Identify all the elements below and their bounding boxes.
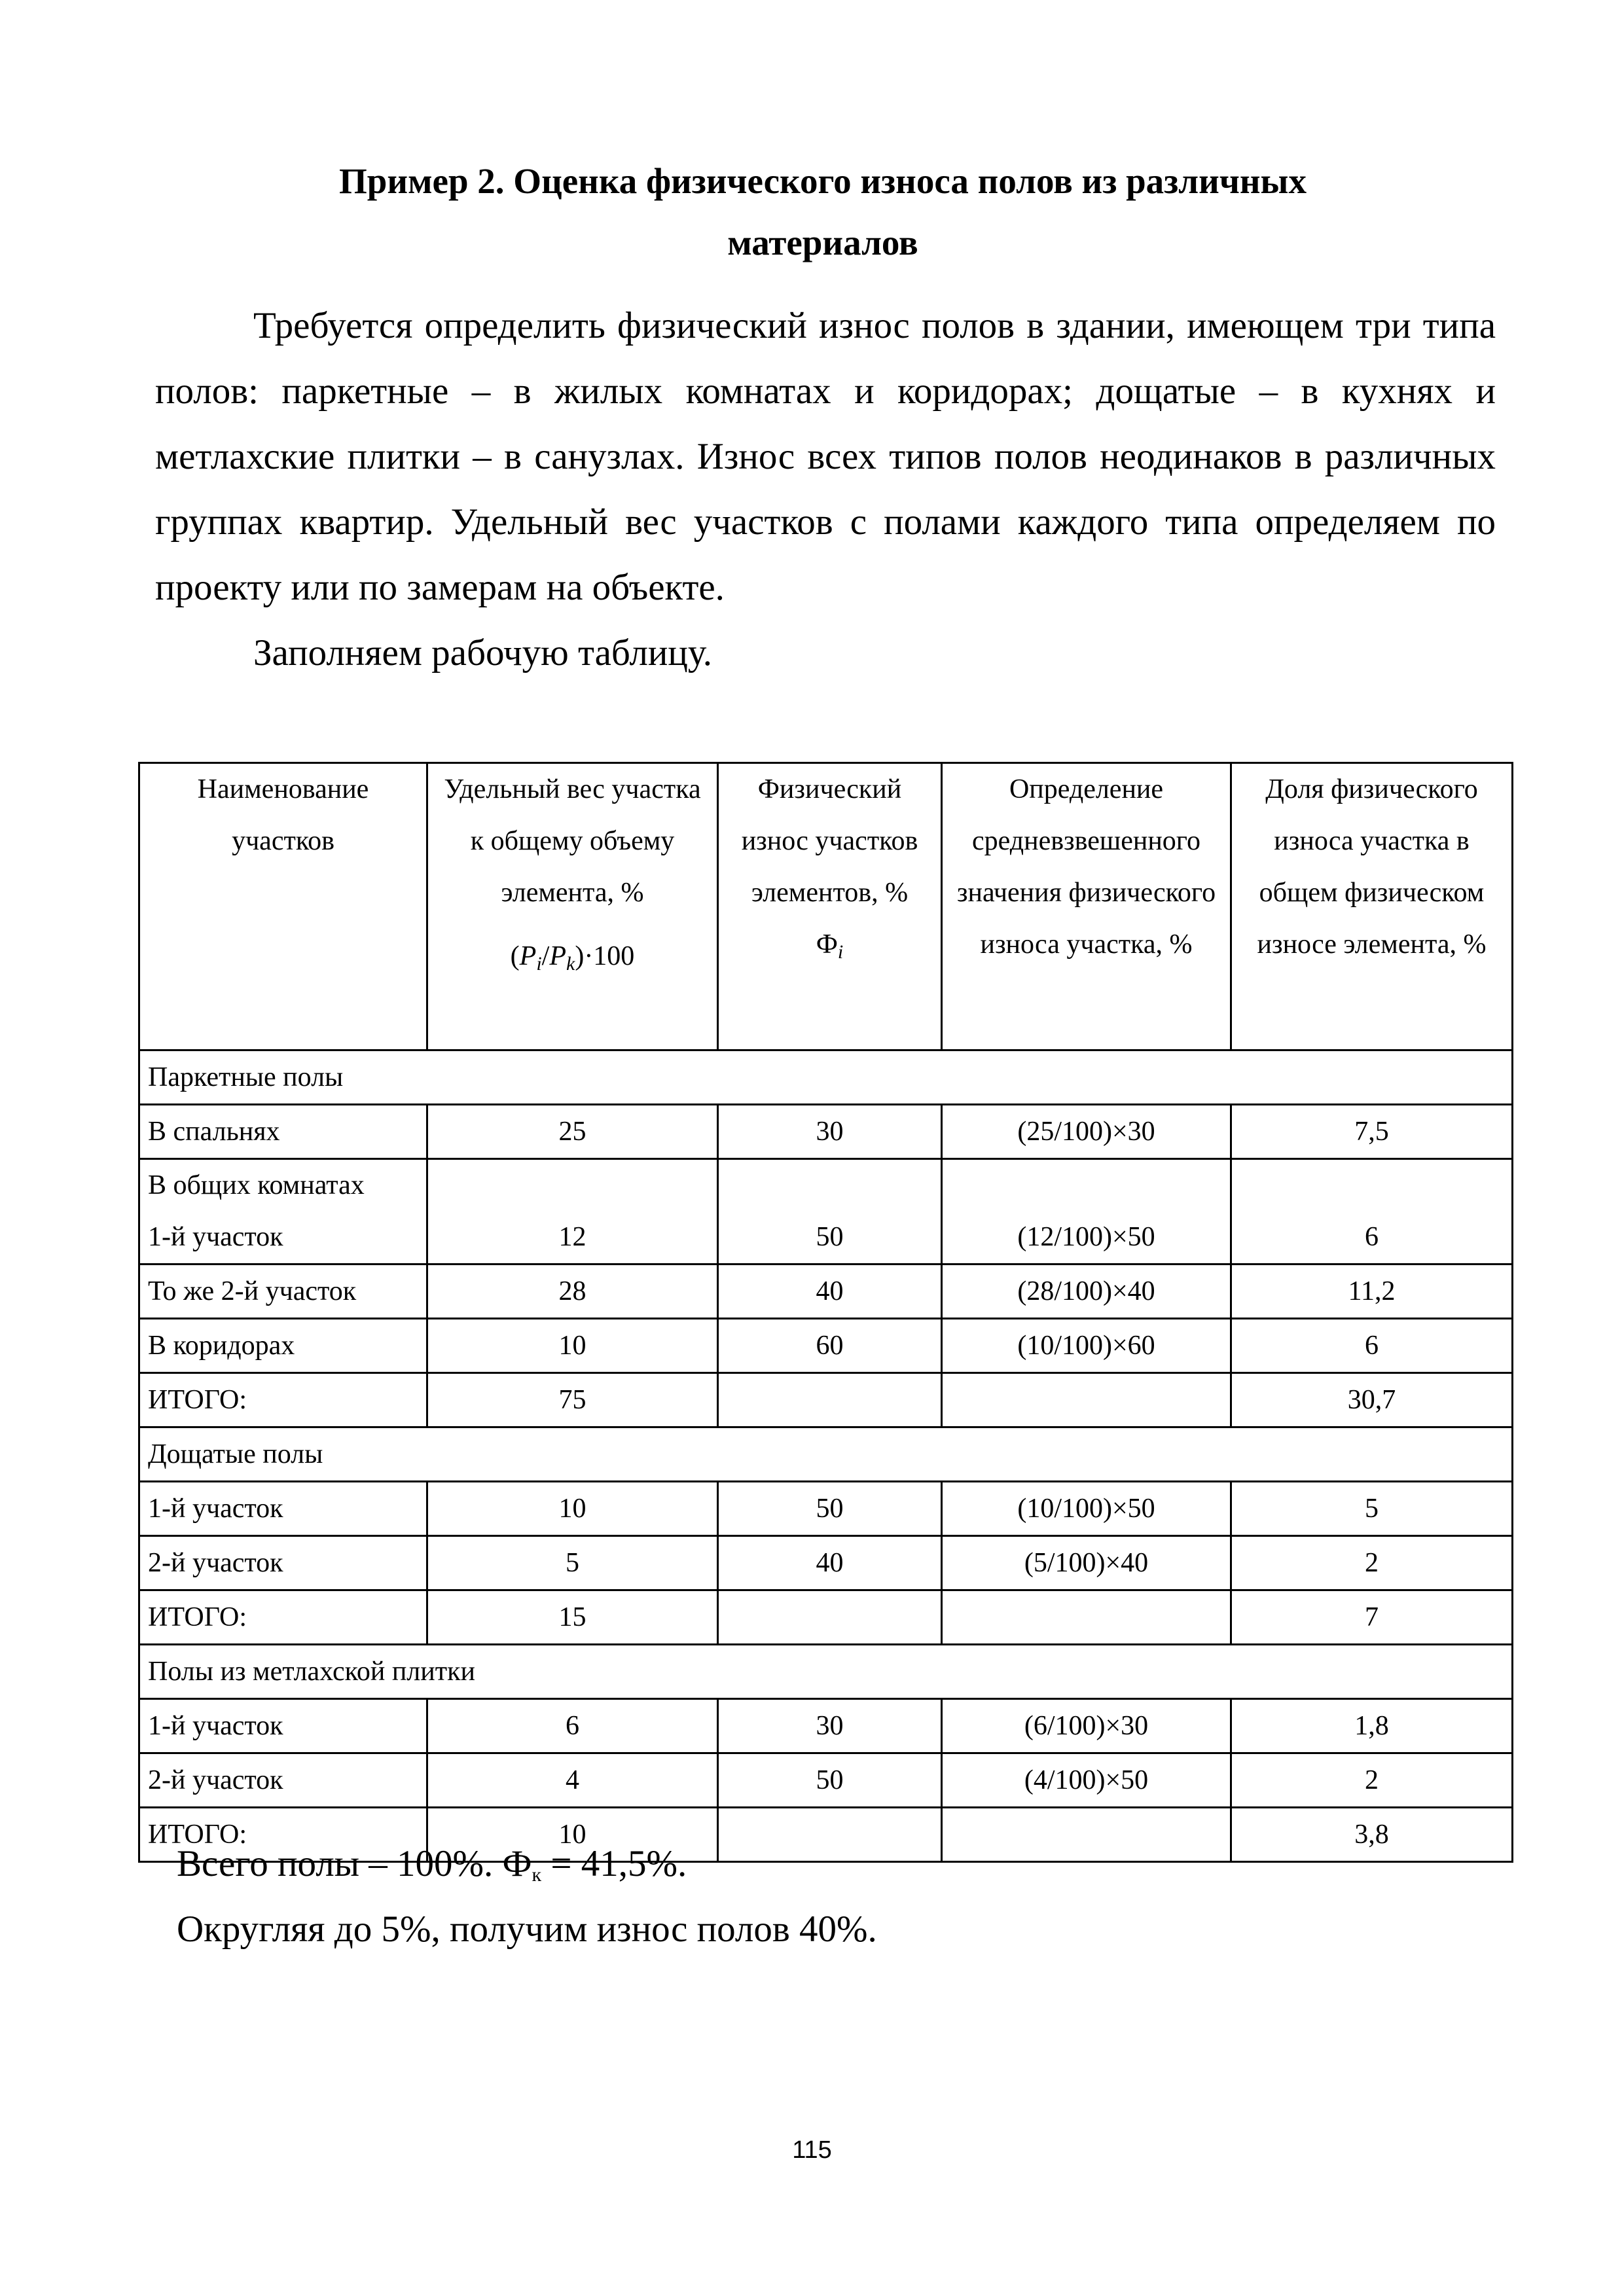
summary-text-a: Всего полы – 100%. Ф: [177, 1843, 532, 1884]
intro-line-6: Заполняем рабочую таблицу.: [253, 632, 712, 673]
cell-wear: 60: [718, 1319, 942, 1373]
cell-calc: (28/100)×40: [942, 1265, 1231, 1319]
cell-label: В спальнях: [139, 1105, 427, 1159]
cell-weight: 10: [427, 1482, 718, 1536]
total-share: 7: [1231, 1590, 1513, 1645]
intro-line-2: полов: паркетные – в жилых комнатах и коридорах; дощатые – в кухнях и: [155, 370, 1496, 412]
cell-weight: [427, 1159, 718, 1265]
cell-wear: 30: [718, 1699, 942, 1753]
cell-weight: 25: [427, 1105, 718, 1159]
header-share: [1231, 763, 1513, 1050]
cell-weight-value: 12: [558, 1222, 586, 1252]
cell-calc: (6/100)×30: [942, 1699, 1231, 1753]
table-row: [139, 1699, 1513, 1753]
cell-label: 1-й участок: [139, 1699, 427, 1753]
cell-share: [1231, 1159, 1513, 1265]
total-weight: 10: [427, 1808, 718, 1862]
cell-label: [139, 1159, 427, 1265]
cell-wear: 50: [718, 1482, 942, 1536]
page-number: 115: [792, 2136, 832, 2164]
header-weight-formula: [436, 931, 709, 990]
table-row: [139, 1159, 1513, 1265]
header-share-text: Доля физического износа участка в общем физическом износе элемента, %: [1257, 774, 1487, 960]
formula-sub-i: i: [536, 953, 542, 975]
heading-line-2: материалов: [727, 223, 918, 262]
header-weight: [427, 763, 718, 1050]
cell-calc: (10/100)×60: [942, 1319, 1231, 1373]
header-calc: [942, 763, 1231, 1050]
cell-share: 7,5: [1231, 1105, 1513, 1159]
cell-calc: (5/100)×40: [942, 1536, 1231, 1590]
cell-wear: 40: [718, 1536, 942, 1590]
cell-calc: (10/100)×50: [942, 1482, 1231, 1536]
formula-p1: P: [519, 941, 537, 971]
cell-label: То же 2-й участок: [139, 1265, 427, 1319]
cell-label: 2-й участок: [139, 1753, 427, 1808]
cell-share: 2: [1231, 1536, 1513, 1590]
cell-share: 5: [1231, 1482, 1513, 1536]
cell-calc: (4/100)×50: [942, 1753, 1231, 1808]
intro-line-3: метлахские плитки – в санузлах. Износ всех типов полов неодинаков в различных: [155, 436, 1496, 477]
cell-label: 2-й участок: [139, 1536, 427, 1590]
header-calc-text: Определение средневзвешенного значения физического износа участка, %: [956, 774, 1216, 960]
total-row: [139, 1590, 1513, 1645]
header-weight-text: Удельный вес участка к общему объему элемента, %: [444, 774, 701, 908]
total-share: 3,8: [1231, 1808, 1513, 1862]
total-weight: 15: [427, 1590, 718, 1645]
intro-line-5: проекту или по замерам на объекте.: [155, 567, 725, 608]
header-name: [139, 763, 427, 1050]
cell-share: 2: [1231, 1753, 1513, 1808]
phi-sub-i: i: [837, 941, 844, 963]
total-row: [139, 1373, 1513, 1427]
cell-wear: 50: [718, 1753, 942, 1808]
total-empty: [942, 1808, 1231, 1862]
total-label: ИТОГО:: [139, 1808, 427, 1862]
phi-symbol: Ф: [816, 929, 838, 960]
section-row: [139, 1427, 1513, 1482]
cell-weight: 5: [427, 1536, 718, 1590]
section-title: Полы из метлахской плитки: [139, 1645, 1513, 1699]
formula-sub-k: k: [566, 953, 575, 975]
section-row: [139, 1050, 1513, 1105]
total-weight: 75: [427, 1373, 718, 1427]
intro-line-4: группах квартир. Удельный вес участков с полами каждого типа определяем по: [155, 501, 1496, 543]
cell-calc: [942, 1159, 1231, 1265]
formula-slash: /: [541, 941, 550, 971]
cell-weight: 4: [427, 1753, 718, 1808]
table-header-row: [139, 763, 1513, 1050]
table-row: [139, 1482, 1513, 1536]
header-wear-symbol: [727, 919, 933, 978]
total-empty: [718, 1590, 942, 1645]
cell-wear: 30: [718, 1105, 942, 1159]
header-name-text: Наименование участков: [197, 774, 369, 856]
total-label: ИТОГО:: [139, 1590, 427, 1645]
cell-share: 1,8: [1231, 1699, 1513, 1753]
table-row: [139, 1536, 1513, 1590]
cell-wear: [718, 1159, 942, 1265]
intro-line-1: Требуется определить физический износ полов в здании, имеющем три типа: [253, 305, 1496, 346]
summary-sub-k: к: [532, 1864, 542, 1886]
section-row: [139, 1645, 1513, 1699]
cell-weight: 28: [427, 1265, 718, 1319]
total-empty: [942, 1590, 1231, 1645]
cell-calc-value: (12/100)×50: [1017, 1222, 1155, 1252]
cell-weight: 6: [427, 1699, 718, 1753]
table-row: [139, 1105, 1513, 1159]
formula-close: )·100: [575, 941, 635, 971]
total-empty: [942, 1373, 1231, 1427]
cell-wear: 40: [718, 1265, 942, 1319]
total-share: 30,7: [1231, 1373, 1513, 1427]
section-title: Дощатые полы: [139, 1427, 1513, 1482]
table-row: [139, 1265, 1513, 1319]
table-row: [139, 1319, 1513, 1373]
header-wear-text: Физический износ участков элементов, %: [741, 774, 918, 908]
heading-line-1: Пример 2. Оценка физического износа полов из различных: [339, 161, 1307, 201]
summary-text-b: = 41,5%.: [541, 1843, 687, 1884]
cell-share: 11,2: [1231, 1265, 1513, 1319]
total-empty: [718, 1808, 942, 1862]
summary-line-1: [177, 1838, 687, 1901]
wear-table: [138, 762, 1513, 1863]
formula-p2: P: [549, 941, 566, 971]
total-empty: [718, 1373, 942, 1427]
cell-wear-value: 50: [816, 1222, 844, 1252]
cell-label-bottom: 1-й участок: [148, 1222, 283, 1252]
cell-calc: (25/100)×30: [942, 1105, 1231, 1159]
cell-label-top: В общих комнатах: [148, 1170, 365, 1200]
formula-open: (: [510, 941, 520, 971]
cell-weight: 10: [427, 1319, 718, 1373]
section-title: Паркетные полы: [139, 1050, 1513, 1105]
cell-label: В коридорах: [139, 1319, 427, 1373]
summary-line-2: Округляя до 5%, получим износ полов 40%.: [177, 1909, 877, 1950]
cell-label: 1-й участок: [139, 1482, 427, 1536]
cell-share: 6: [1231, 1319, 1513, 1373]
header-wear: [718, 763, 942, 1050]
total-label: ИТОГО:: [139, 1373, 427, 1427]
cell-share-value: 6: [1365, 1222, 1379, 1252]
table-row: [139, 1753, 1513, 1808]
